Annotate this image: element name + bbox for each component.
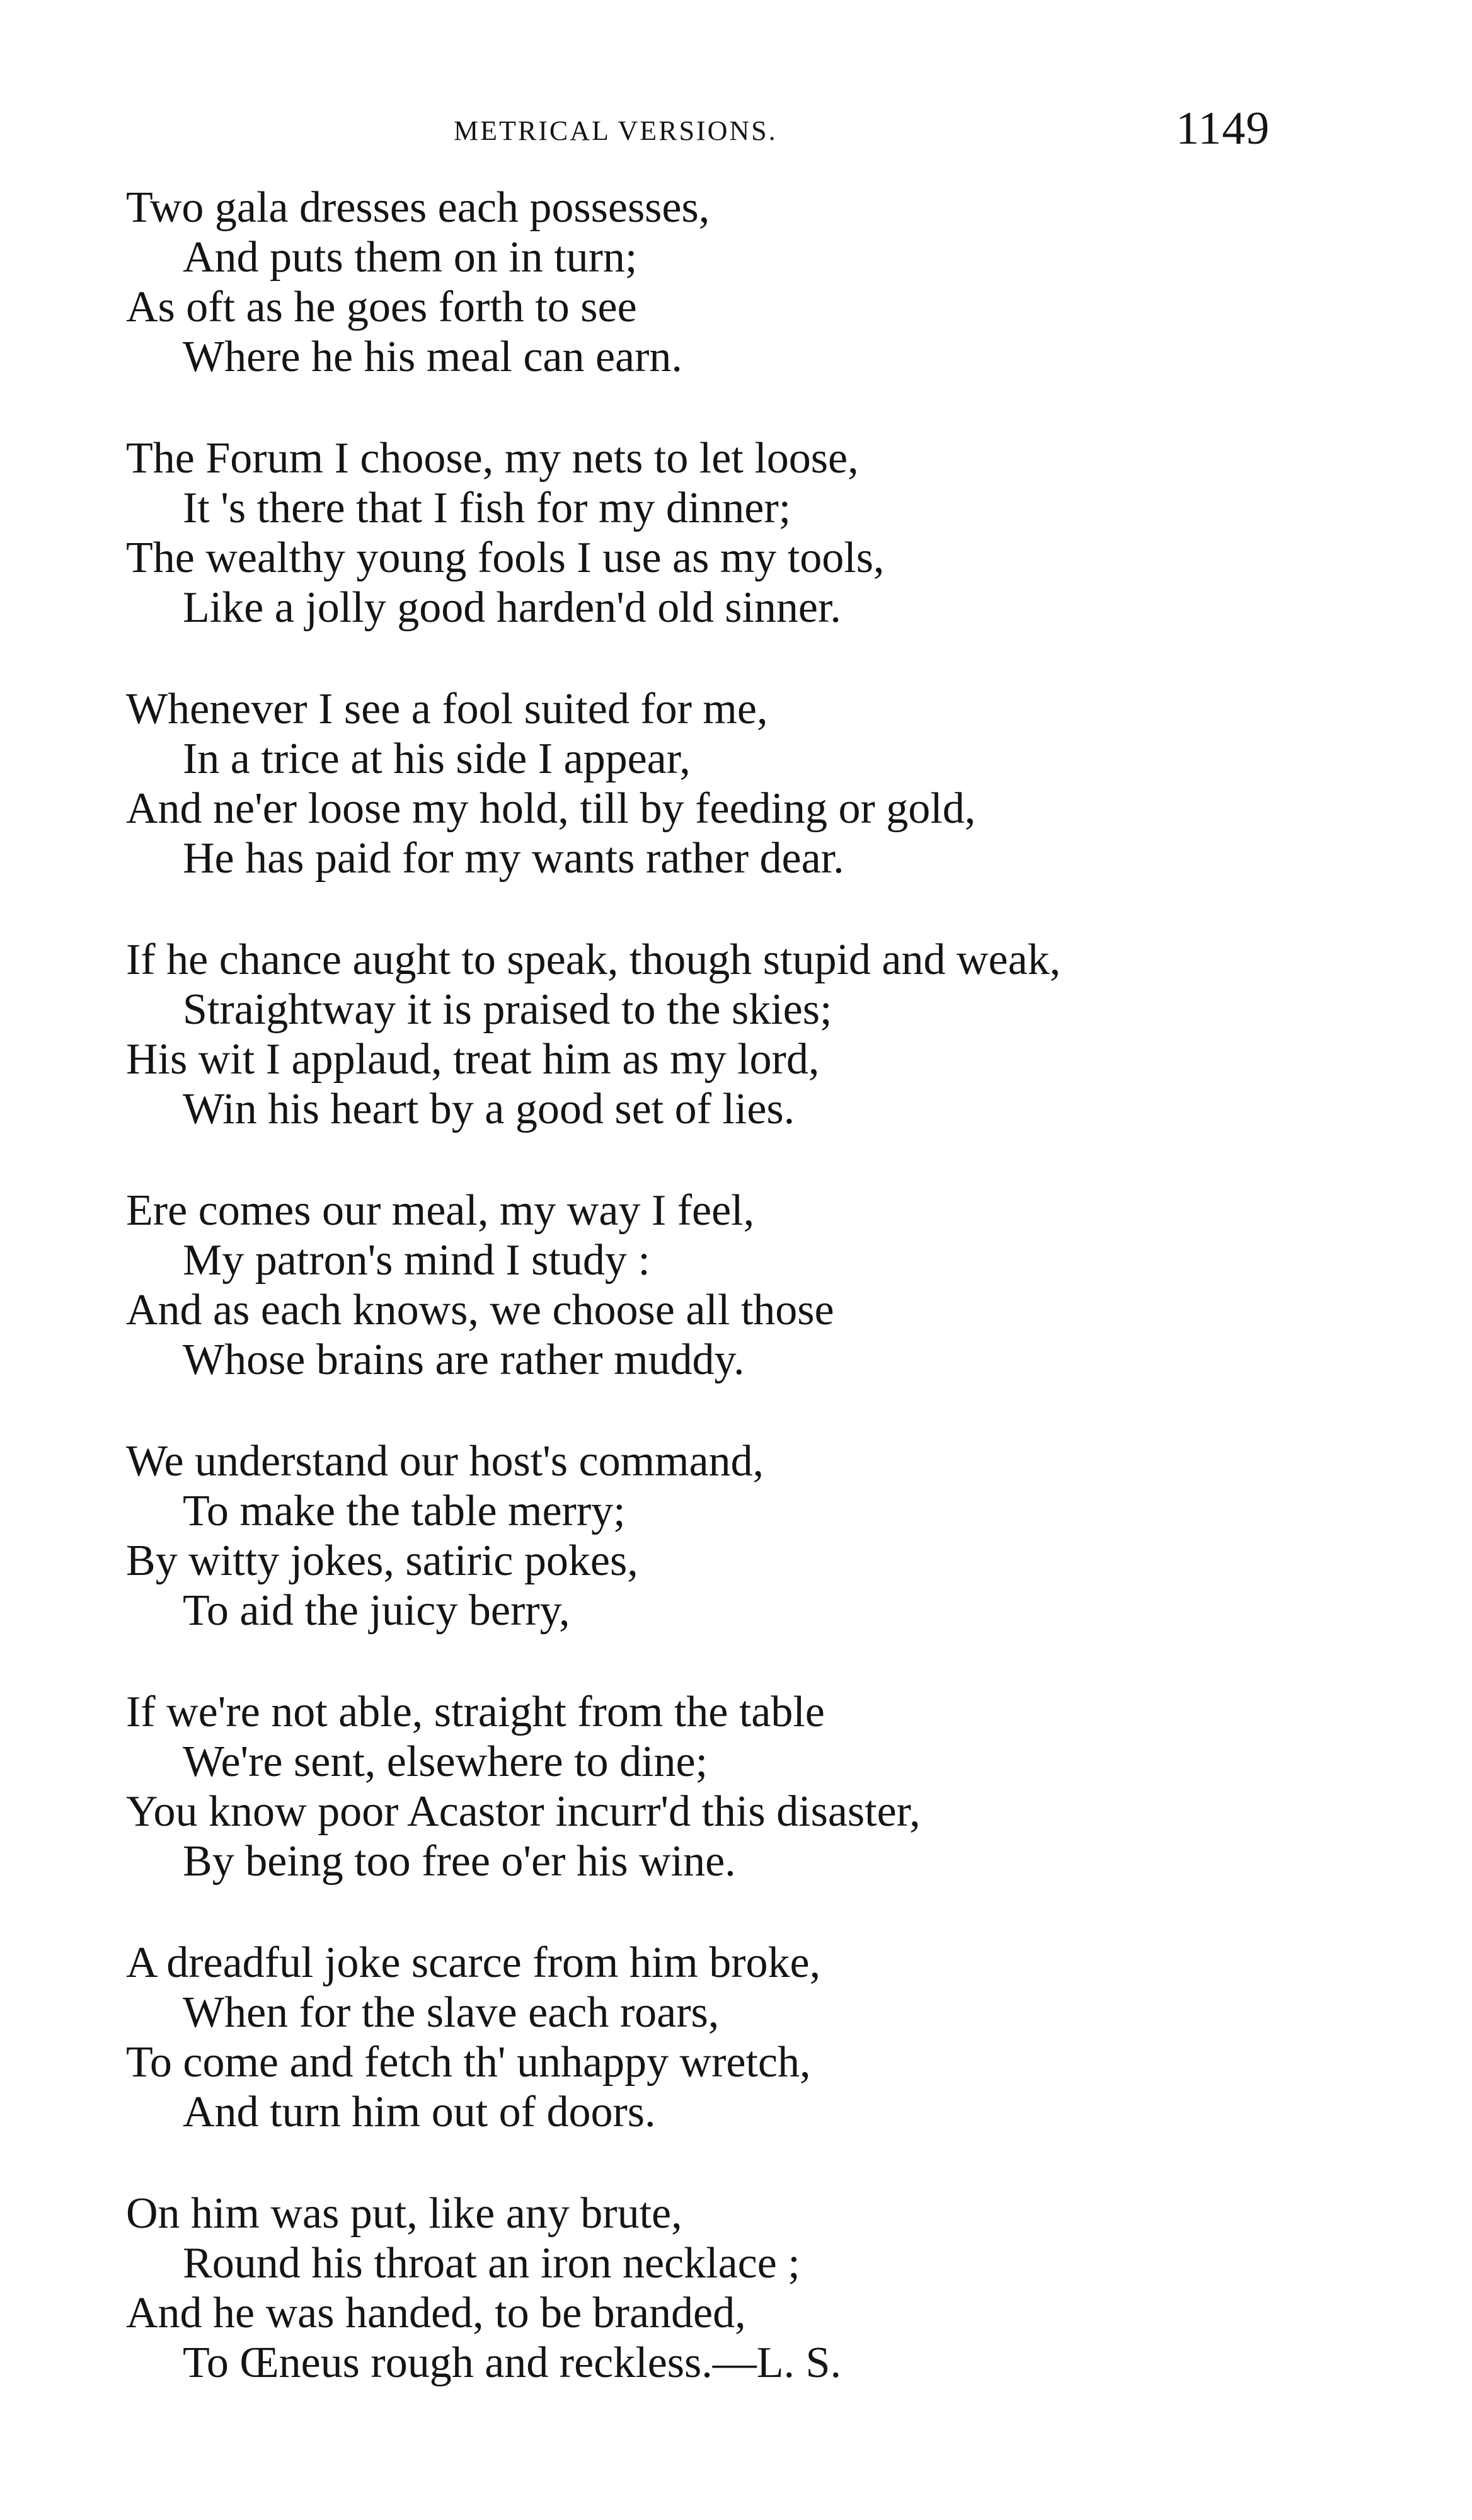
poem-line: In a trice at his side I appear,: [183, 735, 691, 783]
poem-line: Whenever I see a fool suited for me,: [126, 685, 768, 733]
poem-line: You know poor Acastor incurr'd this disaster,: [126, 1787, 921, 1836]
poem-line: If he chance aught to speak, though stupid and weak,: [126, 936, 1061, 984]
stanza-9: [126, 2189, 1424, 2388]
poem-line: Whose brains are rather muddy.: [183, 1336, 745, 1384]
poem-line: And ne'er loose my hold, till by feeding or gold,: [126, 784, 976, 833]
stanza-7: [126, 1687, 1424, 1886]
poem-line: Ere comes our meal, my way I feel,: [126, 1186, 755, 1235]
stanza-5: [126, 1186, 1424, 1385]
stanza-4: [126, 935, 1424, 1134]
poem-line: As oft as he goes forth to see: [126, 283, 637, 331]
poem-line: A dreadful joke scarce from him broke,: [126, 1939, 821, 1987]
poem-line: He has paid for my wants rather dear.: [183, 834, 844, 883]
poem-line: To make the table merry;: [183, 1487, 626, 1535]
poem-line: If we're not able, straight from the table: [126, 1688, 825, 1736]
poem-line: It 's there that I fish for my dinner;: [183, 484, 791, 532]
poem-line: Straightway it is praised to the skies;: [183, 985, 832, 1034]
poem-line: My patron's mind I study :: [183, 1236, 650, 1285]
poem-line: The wealthy young fools I use as my tools,: [126, 534, 885, 582]
poem-line: Win his heart by a good set of lies.: [183, 1085, 795, 1133]
poem-line: And as each knows, we choose all those: [126, 1286, 834, 1334]
poem-line: When for the slave each roars,: [183, 1988, 720, 2037]
stanza-2: [126, 433, 1424, 633]
poem-line: His wit I applaud, treat him as my lord,: [126, 1035, 820, 1084]
stanza-1: [126, 183, 1424, 382]
stanza-3: [126, 684, 1424, 883]
stanza-6: [126, 1436, 1424, 1635]
poem-line: And puts them on in turn;: [183, 233, 638, 282]
poem-line: Two gala dresses each possesses,: [126, 183, 710, 232]
poem-line: To aid the juicy berry,: [183, 1586, 570, 1635]
poem-line: The Forum I choose, my nets to let loose,: [126, 434, 859, 483]
running-head: METRICAL VERSIONS.: [454, 115, 778, 146]
poem-line: And turn him out of doors.: [183, 2088, 656, 2136]
poem-line: We understand our host's command,: [126, 1437, 764, 1486]
page-number: 1149: [1176, 103, 1270, 154]
poem: [126, 183, 1424, 2439]
poem-line: By being too free o'er his wine.: [183, 1837, 736, 1886]
poem-line: We're sent, elsewhere to dine;: [183, 1738, 708, 1786]
poem-line: And he was handed, to be branded,: [126, 2289, 746, 2337]
poem-line: Round his throat an iron necklace ;: [183, 2239, 800, 2288]
poem-line: Where he his meal can earn.: [183, 333, 682, 381]
poem-line: By witty jokes, satiric pokes,: [126, 1537, 638, 1585]
poem-line: Like a jolly good harden'd old sinner.: [183, 583, 841, 632]
poem-line: To come and fetch th' unhappy wretch,: [126, 2038, 811, 2087]
poem-line: On him was put, like any brute,: [126, 2189, 682, 2238]
poem-line: To Œneus rough and reckless.—L. S.: [183, 2339, 841, 2387]
stanza-8: [126, 1938, 1424, 2137]
